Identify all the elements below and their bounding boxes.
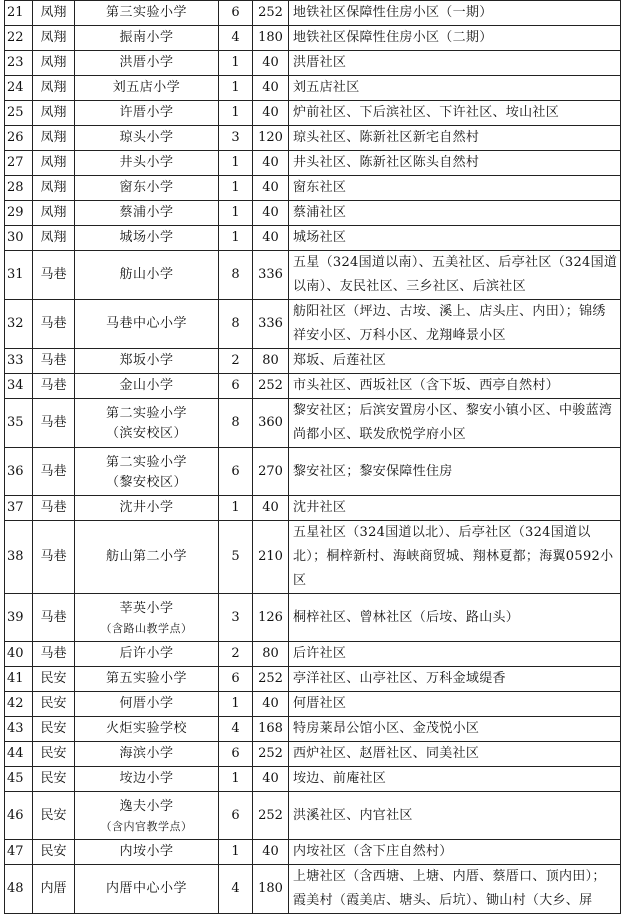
class-count-cell: 2 [219, 642, 253, 667]
seat-count-cell: 40 [253, 151, 289, 176]
school-cell: 刘五店小学 [75, 76, 219, 101]
class-count-cell: 1 [219, 840, 253, 865]
seat-count-cell: 252 [253, 742, 289, 767]
district-cell: 民安 [33, 667, 75, 692]
row-number-cell: 39 [5, 594, 33, 642]
class-count-cell: 6 [219, 792, 253, 840]
row-number-cell: 47 [5, 840, 33, 865]
class-count-cell: 8 [219, 399, 253, 448]
table-row [5, 496, 621, 521]
table-row [5, 251, 621, 300]
class-count-cell: 6 [219, 1, 253, 26]
school-cell: 马巷中心小学 [75, 300, 219, 349]
district-cell: 马巷 [33, 448, 75, 496]
school-cell [75, 399, 219, 448]
seat-count-cell: 168 [253, 717, 289, 742]
row-number-cell: 28 [5, 176, 33, 201]
school-cell: 火炬实验学校 [75, 717, 219, 742]
enrollment-area-cell: 后许社区 [289, 642, 621, 667]
class-count-cell: 1 [219, 692, 253, 717]
row-number-cell: 43 [5, 717, 33, 742]
row-number-cell: 32 [5, 300, 33, 349]
school-campus-note: （黎安校区） [105, 474, 187, 490]
class-count-cell: 6 [219, 742, 253, 767]
seat-count-cell: 80 [253, 642, 289, 667]
seat-count-cell: 40 [253, 176, 289, 201]
seat-count-cell: 40 [253, 101, 289, 126]
enrollment-area-cell: 沈井社区 [289, 496, 621, 521]
enrollment-area-cell: 窗东社区 [289, 176, 621, 201]
school-cell: 城场小学 [75, 226, 219, 251]
seat-count-cell: 40 [253, 767, 289, 792]
enrollment-area-cell: 垵边、前庵社区 [289, 767, 621, 792]
seat-count-cell: 40 [253, 201, 289, 226]
enrollment-area-cell: 黎安社区；黎安保障性住房 [289, 448, 621, 496]
district-cell: 凤翔 [33, 1, 75, 26]
enrollment-area-cell: 地铁社区保障性住房小区（一期） [289, 1, 621, 26]
district-cell: 民安 [33, 717, 75, 742]
enrollment-area-cell: 黎安社区；后滨安置房小区、黎安小镇小区、中骏蓝湾尚都小区、联发欣悦学府小区 [289, 399, 621, 448]
table-row [5, 26, 621, 51]
table-row [5, 667, 621, 692]
seat-count-cell: 80 [253, 349, 289, 374]
school-cell: 舫山第二小学 [75, 521, 219, 594]
row-number-cell: 22 [5, 26, 33, 51]
row-number-cell: 33 [5, 349, 33, 374]
seat-count-cell: 180 [253, 865, 289, 914]
row-number-cell: 40 [5, 642, 33, 667]
class-count-cell: 1 [219, 76, 253, 101]
table-row [5, 399, 621, 448]
district-cell: 民安 [33, 742, 75, 767]
school-name: 第二实验小学 [105, 454, 187, 470]
district-cell: 凤翔 [33, 226, 75, 251]
district-cell: 民安 [33, 692, 75, 717]
district-cell: 凤翔 [33, 201, 75, 226]
enrollment-area-cell: 市头社区、西坂社区（含下坂、西亭自然村） [289, 374, 621, 399]
district-cell: 马巷 [33, 251, 75, 300]
row-number-cell: 31 [5, 251, 33, 300]
school-cell: 沈井小学 [75, 496, 219, 521]
district-cell: 内厝 [33, 865, 75, 914]
class-count-cell: 3 [219, 126, 253, 151]
seat-count-cell: 180 [253, 26, 289, 51]
school-cell: 内厝中心小学 [75, 865, 219, 914]
district-cell: 凤翔 [33, 176, 75, 201]
school-cell: 琼头小学 [75, 126, 219, 151]
seat-count-cell: 40 [253, 496, 289, 521]
district-cell: 凤翔 [33, 26, 75, 51]
seat-count-cell: 252 [253, 792, 289, 840]
seat-count-cell: 126 [253, 594, 289, 642]
table-row [5, 176, 621, 201]
seat-count-cell: 252 [253, 374, 289, 399]
table-row [5, 642, 621, 667]
enrollment-area-cell: 何厝社区 [289, 692, 621, 717]
school-cell: 蔡浦小学 [75, 201, 219, 226]
school-campus-note: （含内官教学点） [100, 819, 193, 833]
class-count-cell: 1 [219, 151, 253, 176]
enrollment-area-cell: 刘五店社区 [289, 76, 621, 101]
row-number-cell: 45 [5, 767, 33, 792]
seat-count-cell: 210 [253, 521, 289, 594]
table-row [5, 1, 621, 26]
school-cell: 内垵小学 [75, 840, 219, 865]
row-number-cell: 35 [5, 399, 33, 448]
enrollment-area-cell: 桐梓社区、曾林社区（后垵、路山头） [289, 594, 621, 642]
enrollment-area-cell: 地铁社区保障性住房小区（二期） [289, 26, 621, 51]
enrollment-area-cell: 洪厝社区 [289, 51, 621, 76]
enrollment-area-cell: 井头社区、陈新社区陈头自然村 [289, 151, 621, 176]
table-row [5, 349, 621, 374]
table-row [5, 717, 621, 742]
seat-count-cell: 270 [253, 448, 289, 496]
seat-count-cell: 40 [253, 692, 289, 717]
enrollment-area-cell: 五星社区（324国道以北）、后亭社区（324国道以北）；桐梓新村、海峡商贸城、翔林夏都；海翼0592小区 [289, 521, 621, 594]
row-number-cell: 30 [5, 226, 33, 251]
table-row [5, 300, 621, 349]
row-number-cell: 44 [5, 742, 33, 767]
school-cell: 后许小学 [75, 642, 219, 667]
table-row [5, 374, 621, 399]
enrollment-area-cell: 舫阳社区（坪边、古垵、溪上、店头庄、内田）；锦绣祥安小区、万科小区、龙翔峰景小区 [289, 300, 621, 349]
row-number-cell: 26 [5, 126, 33, 151]
table-row [5, 767, 621, 792]
seat-count-cell: 252 [253, 667, 289, 692]
row-number-cell: 41 [5, 667, 33, 692]
enrollment-area-cell: 郑坂、后莲社区 [289, 349, 621, 374]
row-number-cell: 37 [5, 496, 33, 521]
school-cell: 垵边小学 [75, 767, 219, 792]
school-cell: 金山小学 [75, 374, 219, 399]
enrollment-area-cell: 亭洋社区、山亭社区、万科金域缇香 [289, 667, 621, 692]
table-body [5, 1, 621, 914]
enrollment-area-cell: 西炉社区、赵厝社区、同美社区 [289, 742, 621, 767]
class-count-cell: 1 [219, 201, 253, 226]
district-cell: 马巷 [33, 349, 75, 374]
enrollment-area-cell: 琼头社区、陈新社区新宅自然村 [289, 126, 621, 151]
seat-count-cell: 40 [253, 51, 289, 76]
district-cell: 凤翔 [33, 126, 75, 151]
seat-count-cell: 252 [253, 1, 289, 26]
enrollment-area-cell: 五星（324国道以南）、五美社区、后亭社区（324国道以南）、友民社区、三乡社区、后滨社区 [289, 251, 621, 300]
row-number-cell: 34 [5, 374, 33, 399]
class-count-cell: 1 [219, 226, 253, 251]
row-number-cell: 36 [5, 448, 33, 496]
school-cell: 第五实验小学 [75, 667, 219, 692]
row-number-cell: 27 [5, 151, 33, 176]
table-row [5, 151, 621, 176]
class-count-cell: 4 [219, 717, 253, 742]
row-number-cell: 21 [5, 1, 33, 26]
table-row [5, 76, 621, 101]
class-count-cell: 1 [219, 101, 253, 126]
school-campus-note: （滨安校区） [105, 426, 187, 441]
table-row [5, 226, 621, 251]
seat-count-cell: 120 [253, 126, 289, 151]
class-count-cell: 6 [219, 448, 253, 496]
school-cell: 郑坂小学 [75, 349, 219, 374]
table-row [5, 101, 621, 126]
district-cell: 马巷 [33, 496, 75, 521]
class-count-cell: 4 [219, 26, 253, 51]
school-cell [75, 594, 219, 642]
school-name: 逸夫小学 [119, 798, 174, 814]
enrollment-area-cell: 特房莱昂公馆小区、金茂悦小区 [289, 717, 621, 742]
district-cell: 民安 [33, 767, 75, 792]
school-cell: 第三实验小学 [75, 1, 219, 26]
school-name: 第二实验小学 [105, 406, 187, 421]
row-number-cell: 48 [5, 865, 33, 914]
enrollment-area-cell: 城场社区 [289, 226, 621, 251]
class-count-cell: 1 [219, 496, 253, 521]
school-district-table [4, 0, 621, 914]
class-count-cell: 2 [219, 349, 253, 374]
class-count-cell: 1 [219, 767, 253, 792]
row-number-cell: 29 [5, 201, 33, 226]
table-row [5, 692, 621, 717]
seat-count-cell: 336 [253, 300, 289, 349]
table-row [5, 742, 621, 767]
district-cell: 民安 [33, 792, 75, 840]
enrollment-area-cell: 蔡浦社区 [289, 201, 621, 226]
class-count-cell: 6 [219, 667, 253, 692]
row-number-cell: 46 [5, 792, 33, 840]
enrollment-area-cell: 内垵社区（含下庄自然村） [289, 840, 621, 865]
seat-count-cell: 40 [253, 226, 289, 251]
class-count-cell: 4 [219, 865, 253, 914]
school-campus-note: （含路山教学点） [100, 621, 193, 635]
table-row [5, 51, 621, 76]
class-count-cell: 1 [219, 51, 253, 76]
table-row [5, 448, 621, 496]
class-count-cell: 1 [219, 176, 253, 201]
class-count-cell: 8 [219, 300, 253, 349]
district-cell: 马巷 [33, 300, 75, 349]
school-cell: 许厝小学 [75, 101, 219, 126]
class-count-cell: 6 [219, 374, 253, 399]
school-cell: 海滨小学 [75, 742, 219, 767]
school-cell: 振南小学 [75, 26, 219, 51]
table-row [5, 126, 621, 151]
district-cell: 马巷 [33, 399, 75, 448]
row-number-cell: 38 [5, 521, 33, 594]
district-cell: 凤翔 [33, 76, 75, 101]
school-cell: 井头小学 [75, 151, 219, 176]
district-cell: 马巷 [33, 594, 75, 642]
row-number-cell: 42 [5, 692, 33, 717]
enrollment-area-cell: 洪溪社区、内官社区 [289, 792, 621, 840]
table-row [5, 865, 621, 914]
district-cell: 凤翔 [33, 151, 75, 176]
seat-count-cell: 40 [253, 840, 289, 865]
district-cell: 凤翔 [33, 101, 75, 126]
enrollment-area-cell: 炉前社区、下后滨社区、下许社区、垵山社区 [289, 101, 621, 126]
row-number-cell: 23 [5, 51, 33, 76]
class-count-cell: 5 [219, 521, 253, 594]
school-name: 莘英小学 [119, 600, 174, 616]
seat-count-cell: 336 [253, 251, 289, 300]
seat-count-cell: 360 [253, 399, 289, 448]
school-cell: 洪厝小学 [75, 51, 219, 76]
class-count-cell: 3 [219, 594, 253, 642]
table-row [5, 840, 621, 865]
district-cell: 民安 [33, 840, 75, 865]
row-number-cell: 25 [5, 101, 33, 126]
class-count-cell: 8 [219, 251, 253, 300]
school-cell: 窗东小学 [75, 176, 219, 201]
district-cell: 凤翔 [33, 51, 75, 76]
school-cell [75, 792, 219, 840]
table-row [5, 792, 621, 840]
enrollment-area-cell: 上塘社区（含西塘、上塘、内厝、蔡厝口、顶内田）；霞美村（霞美店、塘头、后坑）、锄山村（大乡、屏 [289, 865, 621, 914]
school-cell: 何厝小学 [75, 692, 219, 717]
district-cell: 马巷 [33, 521, 75, 594]
school-cell: 舫山小学 [75, 251, 219, 300]
row-number-cell: 24 [5, 76, 33, 101]
table-row [5, 521, 621, 594]
table-row [5, 201, 621, 226]
table-row [5, 594, 621, 642]
seat-count-cell: 40 [253, 76, 289, 101]
district-cell: 马巷 [33, 642, 75, 667]
district-cell: 马巷 [33, 374, 75, 399]
school-cell [75, 448, 219, 496]
